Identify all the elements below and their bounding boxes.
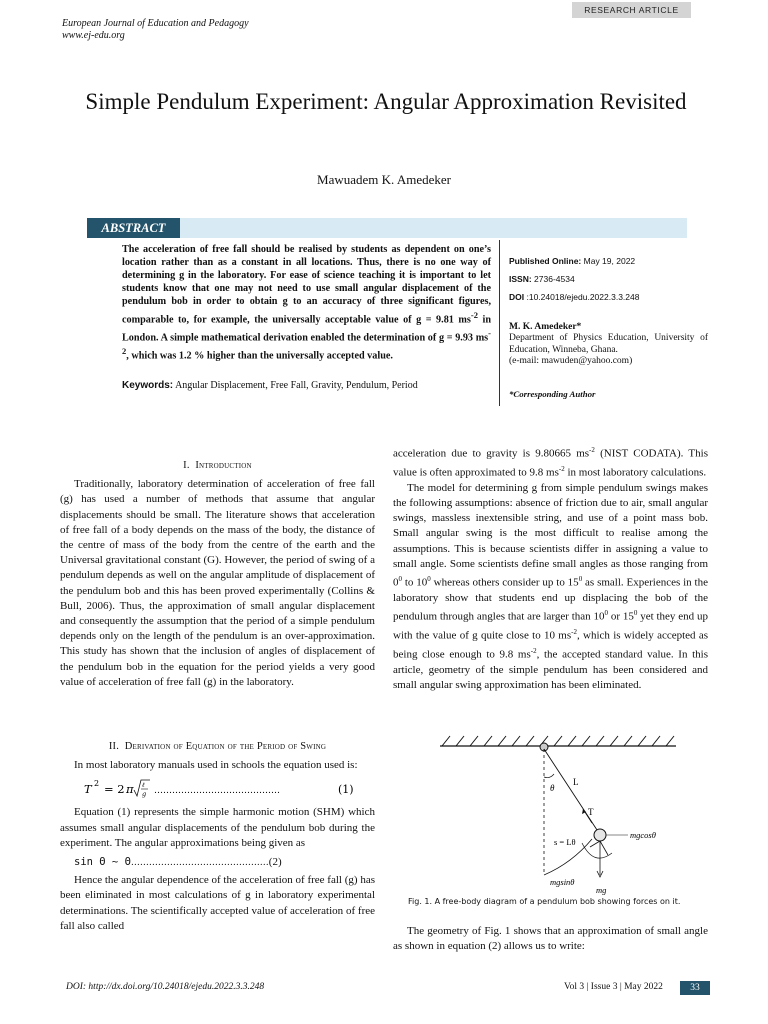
journal-name: European Journal of Education and Pedagogy	[62, 18, 249, 29]
abstract-label: ABSTRACT	[87, 218, 180, 238]
equation-2: sin Θ ~ Θ…………………………………….…(2)	[74, 856, 282, 869]
doi-value[interactable]: :10.24018/ejedu.2022.3.3.248	[526, 292, 640, 302]
svg-text:g: g	[142, 790, 147, 799]
mgsin-label: mgsinθ	[550, 877, 575, 887]
pendulum-bob	[594, 829, 606, 841]
page-number: 33	[680, 981, 710, 995]
svg-text:ℓ: ℓ	[142, 781, 145, 790]
tension-label: T	[588, 807, 594, 817]
published-label: Published Online:	[509, 256, 582, 266]
article-info	[509, 256, 709, 310]
abstract-divider	[499, 240, 500, 406]
section-heading-introduction: I. Introduction	[183, 460, 252, 471]
footer-doi[interactable]: DOI: http://dx.doi.org/10.24018/ejedu.2022.3.3.248	[66, 982, 265, 992]
footer-volume: Vol 3 | Issue 3 | May 2022	[564, 982, 663, 992]
journal-header	[62, 18, 249, 42]
author-name: Mawuadem K. Amedeker	[317, 172, 451, 187]
superscript: -2	[470, 309, 478, 320]
left-column	[60, 458, 375, 690]
gravity-continuation: acceleration due to gravity is 9.80665 $ms^{-2}$ (NIST CODATA). This value is often approximated to 9.8 $ms^{-2}$ in most laboratory calculations.	[393, 446, 708, 479]
affiliation-author: M. K. Amedeker*	[509, 322, 582, 332]
arc-length-label: s = Lθ	[554, 837, 576, 847]
svg-text:π: π	[126, 782, 134, 797]
keywords-list: Angular Displacement, Free Fall, Gravity, Pendulum, Period	[175, 380, 418, 391]
derivation-paragraph: Hence the angular dependence of the acceleration of free fall (g) has been eliminated in most calculations of g in laboratory experimental determinations. The scientifically accepted value of acceleration of free fall also called	[60, 874, 375, 932]
affiliation-department: Department of Physics Education, University of Education, Winneba, Ghana.	[509, 333, 708, 355]
abstract-text-2: in London. A simple mathematical derivation enabled the determination of g = 9.93 ms	[122, 313, 491, 344]
abstract-text	[122, 244, 491, 363]
introduction-paragraph: Traditionally, laboratory determination of acceleration of free fall (g) has used a number of methods that assume that angular displacements should be small. The literature shows that acceleration of free fall of a body depends on the mass of the body, the distance of the centre of mass of the body from the centre of the earth and the Universal gravitational constant (G). However, the period of swing of a pendulum depends as well on the angular amplitude of displacement of the pendulum bob and this has been proved experimentally (Collins & Bull, 2006). Thus, the approximation of small angular displacement and consequently the assumption that the period of a simple pendulum depends only on the length of the pendulum is an over-approximation. This study has shown that the inclusion of angles of displacement of the pendulum bob in the equation for the period yields a very good value of acceleration of free fall (g) in the laboratory.	[60, 478, 375, 688]
journal-url[interactable]: www.ej-edu.org	[62, 30, 125, 41]
published-date: May 19, 2022	[583, 256, 636, 266]
article-type-badge: RESEARCH ARTICLE	[572, 2, 691, 18]
issn-value: 2736-4534	[534, 274, 575, 284]
length-label: L	[573, 777, 579, 787]
left-column-section2	[60, 739, 375, 934]
section-heading-derivation: II. Derivation of Equation of the Period of Swing	[108, 741, 327, 752]
derivation-intro: In most laboratory manuals used in schools the equation used is:	[74, 759, 358, 772]
abstract-bar	[87, 218, 687, 238]
article-title: Simple Pendulum Experiment: Angular Approximation Revisited	[85, 89, 687, 114]
equation-1	[60, 777, 375, 801]
right-column	[393, 443, 708, 693]
svg-text:……………………………………: ……………………………………	[154, 786, 280, 797]
keywords-label: Keywords:	[122, 380, 174, 391]
equation-1-formula	[84, 777, 354, 801]
author-affiliation	[509, 322, 708, 367]
author-email[interactable]: (e-mail: mawuden@yahoo.com)	[509, 355, 633, 366]
keywords	[122, 380, 491, 391]
abstract-text-3: , which was 1.2 % higher than the universally accepted value.	[126, 350, 393, 362]
right-column-geometry	[393, 924, 708, 954]
svg-text:= 2: = 2	[104, 782, 125, 797]
issn-label: ISSN:	[509, 274, 532, 284]
corresponding-author-note: *Corresponding Author	[509, 389, 596, 399]
equation-1-explanation: Equation (1) represents the simple harmonic motion (SHM) which assumes small angular displacements of the pendulum bob during the experiment. The angular approximations being given as	[60, 806, 375, 849]
svg-text:(1): (1)	[338, 783, 354, 797]
theta-label: θ	[550, 783, 555, 793]
superscript: -2	[122, 327, 491, 357]
mgcos-label: mgcosθ	[630, 830, 656, 840]
model-assumptions-paragraph: The model for determining g from simple pendulum swings makes the following assumptions: absence of friction due to air, small angular swings, massless inextensible string, and use of a point mass bob. Small angular swing is the most difficult to realise among the assumptions. This is because scientists differ in assigning a value to small angle. Some scientists define small angles as those ranging from $0^0$ to $10^0$ whereas others consider up to $15^0$ as small. Experiences in the laboratory show that students end up displacing the bob of the pendulum through angles that are larger than $10^0$ or $15^0$ yet they end up with the value of g quite close to 10 $ms^{-2}$, which is widely accepted as being close enough to 9.8 $ms^{-2}$, the accepted standard value. In this article, geometry of the simple pendulum has been considered and small angular swing approximation has been eliminated.	[393, 481, 709, 691]
svg-text:T: T	[84, 782, 92, 797]
mg-label: mg	[596, 885, 607, 895]
abstract-text-1: The acceleration of free fall should be realised by students as dependent on one’s location rather than as a constant in all locations. Thus, there is no one way of determining g in the laboratory. For ease of science teaching it is important to let students know that one may not need to use small angular displacement of the pendulum bob in order to obtain g to an accuracy of three significant figures, comparable to, for example, the universally acceptable value of g = 9.81 ms	[122, 244, 491, 325]
svg-text:2: 2	[94, 779, 100, 789]
doi-label: DOI	[509, 292, 525, 302]
geometry-paragraph: The geometry of Fig. 1 shows that an approximation of small angle as shown in equation (2) allows us to write:	[393, 925, 708, 953]
pendulum-diagram	[432, 735, 692, 895]
figure-caption: Fig. 1. A free-body diagram of a pendulum bob showing forces on it.	[408, 897, 681, 906]
